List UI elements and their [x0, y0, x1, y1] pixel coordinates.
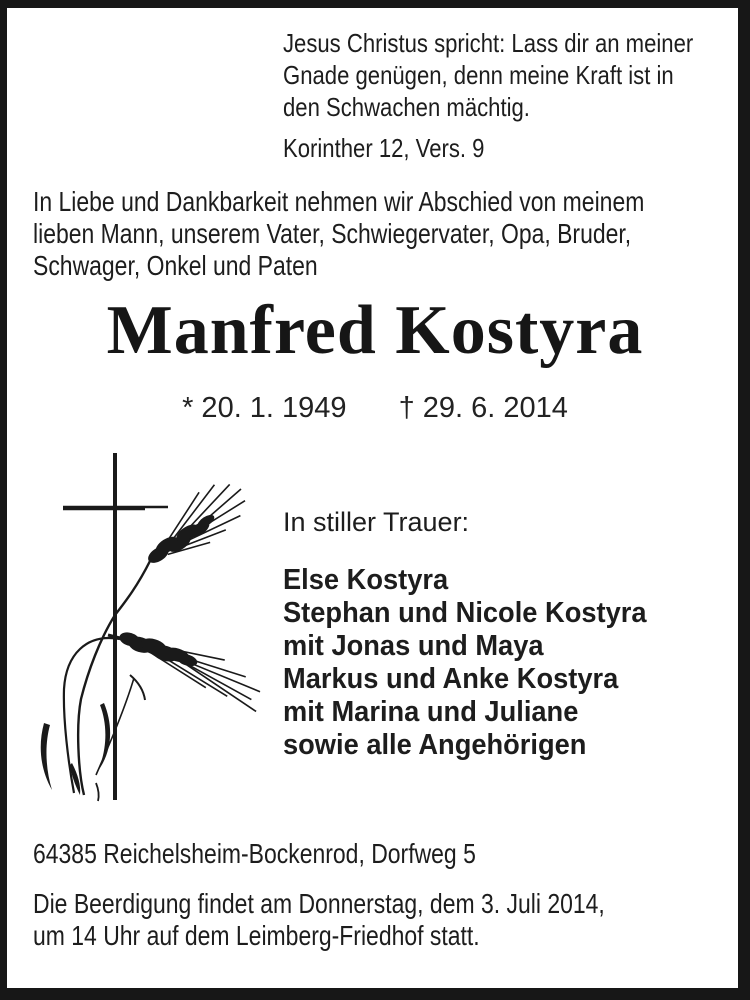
intro-text — [33, 186, 644, 282]
quote-line: Jesus Christus spricht: Lass dir an meiner — [283, 28, 694, 58]
deceased-name: Manfred Kostyra — [106, 292, 644, 369]
quote-line: den Schwachen mächtig. — [283, 92, 530, 122]
intro-line: lieben Mann, unserem Vater, Schwiegervater, Opa, Bruder, — [33, 218, 632, 249]
birth-date: * 20. 1. 1949 — [182, 392, 347, 424]
death-date: † 29. 6. 2014 — [398, 392, 568, 424]
funeral-line: um 14 Uhr auf dem Leimberg-Friedhof statt. — [33, 920, 480, 951]
mourning-heading: In stiller Trauer: — [283, 507, 470, 537]
mourner-line: mit Jonas und Maya — [283, 630, 544, 662]
cross-wheat-illustration-icon — [38, 443, 278, 823]
mourner-list — [283, 564, 647, 762]
quote-source: Korinther 12, Vers. 9 — [283, 133, 485, 163]
mourner-line: sowie alle Angehörigen — [283, 729, 587, 761]
quote-line: Gnade genügen, denn meine Kraft ist in — [283, 60, 674, 90]
mourner-line: Else Kostyra — [283, 564, 449, 596]
mourner-line: mit Marina und Juliane — [283, 696, 579, 728]
mourner-line: Stephan und Nicole Kostyra — [283, 597, 647, 629]
bible-quote — [283, 27, 693, 164]
mourner-line: Markus und Anke Kostyra — [283, 663, 619, 695]
funeral-info — [33, 888, 605, 952]
mourning-section — [283, 506, 670, 762]
family-address: 64385 Reichelsheim-Bockenrod, Dorfweg 5 — [33, 838, 476, 869]
intro-line: Schwager, Onkel und Paten — [33, 250, 318, 281]
life-dates — [0, 392, 750, 425]
intro-line: In Liebe und Dankbarkeit nehmen wir Abschied von meinem — [33, 186, 645, 217]
funeral-line: Die Beerdigung findet am Donnerstag, dem 3. Juli 2014, — [33, 888, 605, 919]
